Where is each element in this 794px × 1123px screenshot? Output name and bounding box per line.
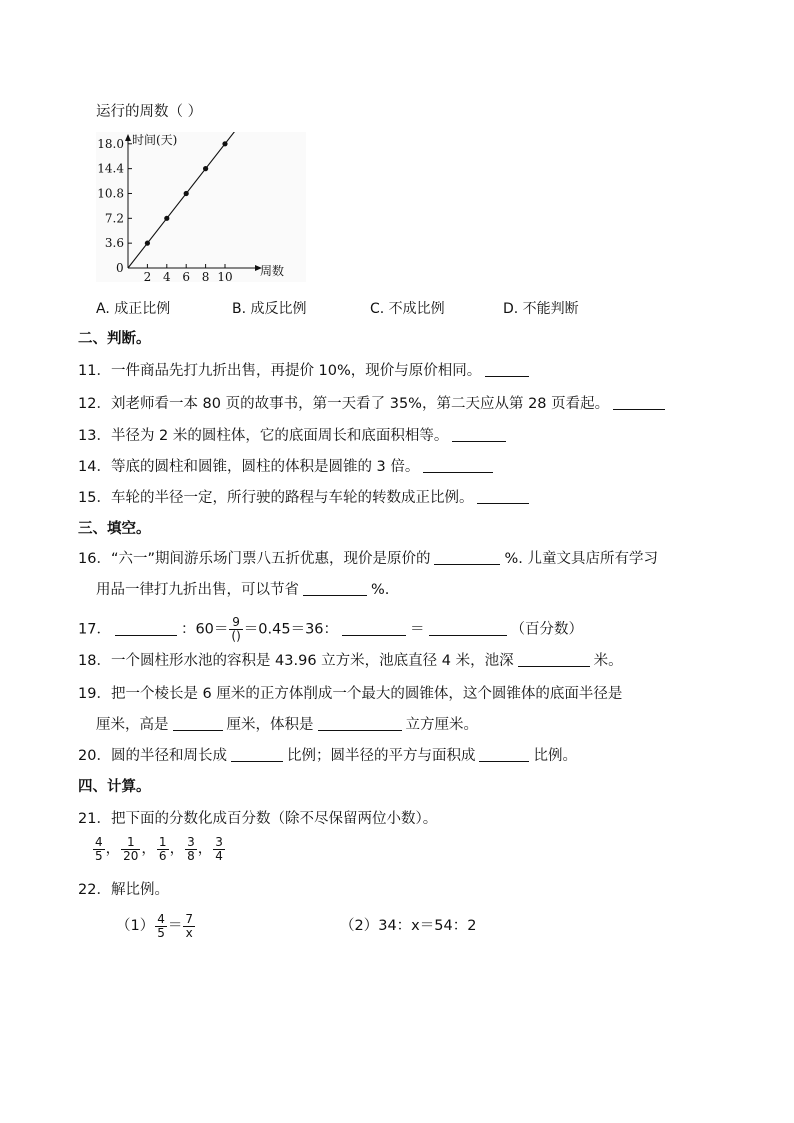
fraction	[229, 616, 242, 643]
section-judge-heading: 二、判断。	[78, 331, 151, 347]
fraction-denominator: 20	[123, 848, 139, 863]
separator: ，	[169, 841, 185, 857]
question-text: 解比例。	[110, 882, 169, 898]
question-text: 立方厘米。	[405, 717, 478, 733]
question-text: 把一个棱长是 6 厘米的正方体削成一个最大的圆锥体，这个圆锥体的底面半径是	[110, 686, 623, 702]
data-point	[164, 216, 169, 221]
answer-blank[interactable]	[477, 489, 529, 504]
question-text: 厘米，高是	[96, 717, 169, 733]
answer-blank[interactable]	[342, 621, 406, 636]
question-number: 18．	[78, 653, 111, 669]
answer-blank[interactable]	[423, 458, 493, 473]
section-calc-heading: 四、计算。	[78, 779, 151, 795]
data-point	[222, 141, 227, 146]
fraction	[157, 836, 169, 863]
x-tick-label: 8	[201, 270, 210, 282]
question-text: 米。	[593, 653, 623, 669]
question-number: 21．	[78, 811, 111, 827]
question-text: 一件商品先打九折出售，再提价 10%，现价与原价相同。	[110, 363, 482, 379]
question-text: 等底的圆柱和圆锥，圆柱的体积是圆锥的 3 倍。	[110, 459, 420, 475]
question-text: 把下面的分数化成百分数（除不尽保留两位小数）。	[110, 811, 438, 827]
question-number: 22．	[78, 882, 111, 898]
question-22	[78, 880, 169, 900]
question-number: 12．	[78, 396, 111, 412]
fraction	[155, 913, 167, 940]
fraction-numerator: 1	[158, 834, 167, 849]
separator: ，	[105, 841, 121, 857]
data-point	[203, 166, 208, 171]
fraction-numerator: 4	[95, 834, 103, 849]
question-number: 19．	[78, 686, 111, 702]
y-axis-label: 时间(天)	[132, 133, 178, 147]
y-tick-label: 7.2	[104, 211, 124, 226]
question-12	[78, 394, 669, 414]
answer-blank[interactable]	[434, 550, 500, 565]
question-number: 20．	[78, 748, 111, 764]
fraction	[213, 836, 225, 863]
fraction	[121, 836, 140, 863]
y-tick-label: 14.4	[97, 161, 124, 176]
fraction	[183, 913, 195, 940]
answer-blank[interactable]	[303, 581, 367, 596]
x-tick-label: 10	[217, 270, 233, 282]
answer-blank[interactable]	[318, 716, 402, 731]
x-tick-label: 6	[182, 270, 191, 282]
question-number: 16．	[78, 551, 111, 567]
data-point	[145, 241, 150, 246]
question-text: 车轮的半径一定，所行驶的路程与车轮的转数成正比例。	[110, 490, 474, 506]
section-fill-heading: 三、填空。	[78, 521, 151, 537]
separator: ，	[141, 841, 156, 857]
question-number: 17．	[78, 621, 111, 638]
answer-blank[interactable]	[518, 652, 590, 667]
question-text: ：60＝	[180, 621, 229, 638]
question-intro: 运行的周数（ ）	[96, 104, 203, 120]
question-text: 用品一律打九折出售，可以节省	[96, 582, 299, 598]
question-text: ＝0.45＝36：	[243, 621, 339, 638]
question-20	[78, 746, 577, 766]
question-text: 刘老师看一本 80 页的故事书，第一天看了 35%，第二天应从第 28 页看起。	[110, 396, 610, 412]
option-d[interactable]: D. 不能判断	[503, 301, 579, 317]
question-16-line2	[96, 580, 389, 600]
fraction-list	[92, 835, 226, 863]
question-11	[78, 361, 533, 381]
x-axis-label: 周数	[260, 264, 285, 278]
fraction-denominator: ()	[231, 629, 241, 643]
fraction-numerator: 7	[185, 911, 194, 926]
question-number: 11．	[78, 363, 111, 379]
question-text: %.	[371, 582, 390, 598]
question-text: （百分数）	[510, 621, 584, 638]
question-14	[78, 457, 497, 477]
fraction-numerator: 3	[187, 834, 195, 849]
y-tick-label: 10.8	[97, 186, 124, 201]
question-13	[78, 426, 510, 446]
option-a[interactable]: A. 成正比例	[96, 301, 171, 317]
y-tick-label: 3.6	[104, 236, 124, 251]
fraction-numerator: 3	[215, 834, 223, 849]
answer-blank[interactable]	[231, 747, 283, 762]
fraction-numerator: 9	[229, 616, 242, 630]
fraction-denominator: 6	[158, 848, 167, 863]
option-b[interactable]: B. 成反比例	[232, 301, 307, 317]
question-18	[78, 651, 623, 671]
fraction-numerator: 4	[157, 911, 165, 926]
fraction-numerator: 1	[121, 836, 140, 850]
part-label: （1）	[116, 918, 155, 934]
question-text: %. 儿童文具店所有学习	[504, 551, 658, 567]
question-text: 一个圆柱形水池的容积是 43.96 立方米，池底直径 4 米，池深	[110, 653, 514, 669]
question-number: 14．	[78, 459, 111, 475]
question-text: 圆的半径和周长成	[110, 748, 227, 764]
answer-blank[interactable]	[485, 362, 529, 377]
answer-blank[interactable]	[613, 395, 665, 410]
question-21	[78, 809, 437, 829]
question-text: 厘米，体积是	[226, 717, 314, 733]
equals-sign: ＝	[167, 918, 183, 934]
fraction-denominator: x	[185, 925, 193, 940]
y-tick-label: 18.0	[97, 136, 124, 151]
origin-label: 0	[116, 261, 124, 275]
fraction	[185, 836, 197, 863]
question-number: 15．	[78, 490, 111, 506]
question-text: ＝	[410, 621, 425, 638]
question-22-part2: （2）34：x＝54：2	[340, 918, 477, 934]
answer-blank[interactable]	[452, 427, 506, 442]
question-number: 13．	[78, 428, 111, 444]
question-text: 比例；圆半径的平方与面积成	[286, 748, 476, 764]
x-tick-label: 2	[143, 270, 152, 282]
option-c[interactable]: C. 不成比例	[370, 301, 445, 317]
question-text: “六一”期间游乐场门票八五折优惠，现价是原价的	[110, 551, 431, 567]
question-17	[78, 616, 583, 643]
answer-blank[interactable]	[115, 621, 177, 636]
fraction-denominator: 8	[187, 848, 195, 863]
question-text: 半径为 2 米的圆柱体，它的底面周长和底面积相等。	[110, 428, 449, 444]
question-19-line2	[96, 715, 478, 735]
fraction-denominator: 5	[95, 848, 103, 863]
fraction-denominator: 4	[215, 848, 223, 863]
question-16-line1	[78, 549, 658, 569]
line-chart	[96, 132, 306, 282]
x-tick-label: 4	[162, 270, 171, 282]
fraction-denominator: 5	[157, 925, 165, 940]
data-point	[184, 191, 189, 196]
answer-blank[interactable]	[173, 716, 223, 731]
question-text: 比例。	[533, 748, 577, 764]
question-19-line1	[78, 684, 622, 704]
separator: ，	[197, 841, 213, 857]
fraction	[93, 836, 105, 863]
question-22-part1	[116, 912, 196, 940]
question-15	[78, 488, 533, 508]
answer-blank[interactable]	[479, 747, 529, 762]
answer-blank[interactable]	[429, 621, 507, 636]
